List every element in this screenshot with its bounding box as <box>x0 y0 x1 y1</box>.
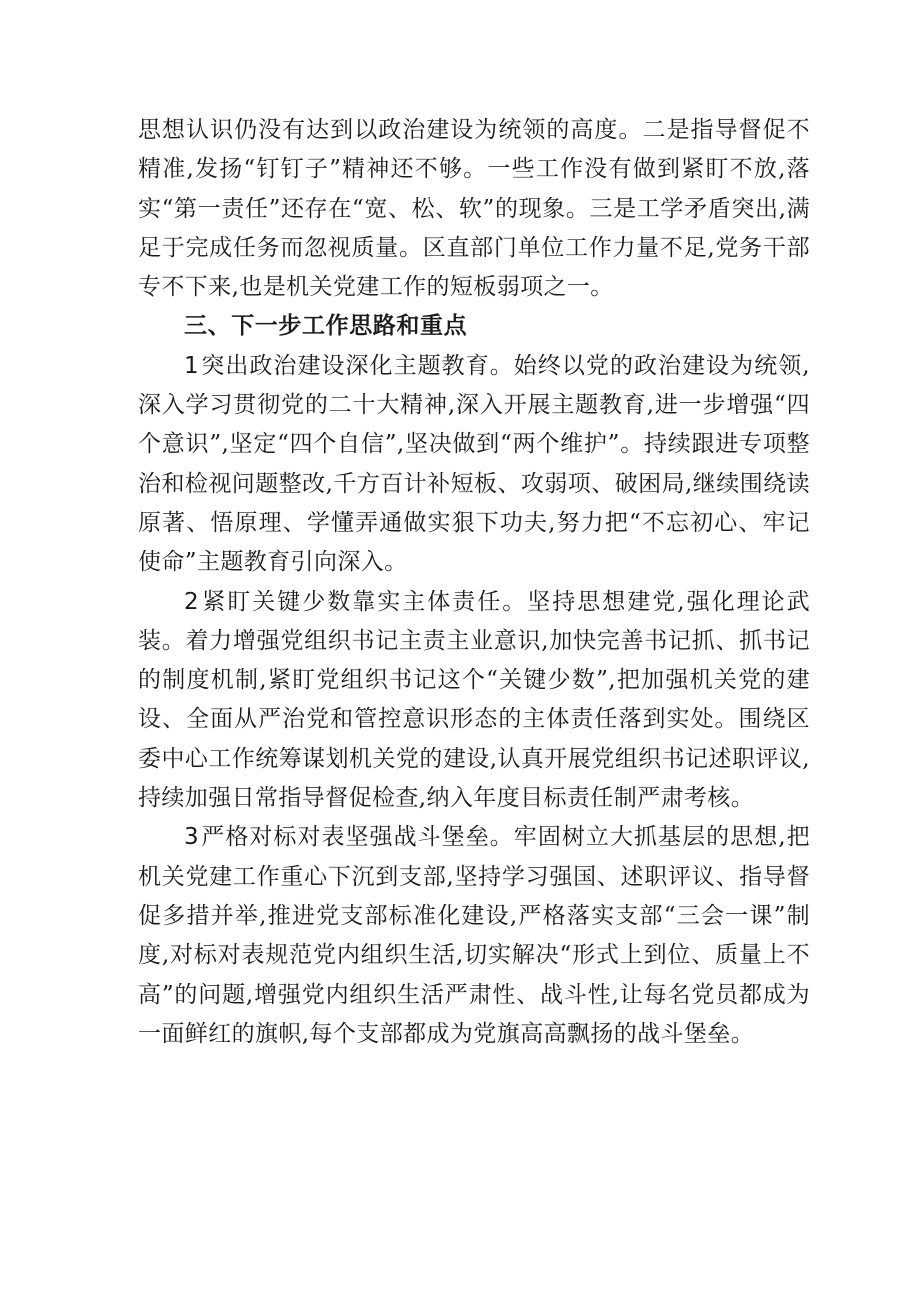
paragraph-number-2: 2 <box>184 588 201 615</box>
paragraph-number-1: 1 <box>184 352 201 379</box>
paragraph-text-1: 突出政治建设深化主题教育。始终以党的政治建设为统领,深入学习贯彻党的二十大精神,深入开展主题教育,进一步增强“四个意识”,坚定“四个自信”,坚决做到“两个维护”。持续跟进专项整治和检视问题整改,千方百计补短板、攻弱项、破困局,继续围绕读原著、悟原理、学懂弄通做实狠下功夫,努力把“不忘初心、牢记使命”主题教育引向深入。 <box>138 352 810 576</box>
document-body <box>138 111 810 1054</box>
paragraph-text-3: 严格对标对表坚强战斗堡垒。牢固树立大抓基层的思想,把机关党建工作重心下沉到支部,坚持学习强国、述职评议、指导督促多措并举,推进党支部标准化建设,严格落实支部“三会一课”制度,对标对表规范党内组织生活,切实解决“形式上到位、质量上不高”的问题,增强党内组织生活严肃性、战斗性,让每名党员都成为一面鲜红的旗帜,每个支部都成为党旗高高飘扬的战斗堡垒。 <box>138 824 810 1047</box>
numbered-paragraph-1 <box>138 347 810 583</box>
numbered-paragraph-3 <box>138 818 810 1054</box>
numbered-paragraph-2 <box>138 583 810 819</box>
paragraph-number-3: 3 <box>184 824 201 851</box>
continued-paragraph: 思想认识仍没有达到以政治建设为统领的高度。二是指导督促不精准,发扬“钉钉子”精神还不够。一些工作没有做到紧盯不放,落实“第一责任”还存在“宽、松、软”的现象。三是工学矛盾突出,满足于完成任务而忽视质量。区直部门单位工作力量不足,党务干部专不下来,也是机关党建工作的短板弱项之一。 <box>138 117 810 301</box>
section-heading: 三、下一步工作思路和重点 <box>184 313 468 340</box>
paragraph-text-2: 紧盯关键少数靠实主体责任。坚持思想建党,强化理论武装。着力增强党组织书记主责主业意识,加快完善书记抓、抓书记的制度机制,紧盯党组织书记这个“关键少数”,把加强机关党的建设、全面从严治党和管控意识形态的主体责任落到实处。围绕区委中心工作统筹谋划机关党的建设,认真开展党组织书记述职评议,持续加强日常指导督促检查,纳入年度目标责任制严肃考核。 <box>138 588 810 812</box>
